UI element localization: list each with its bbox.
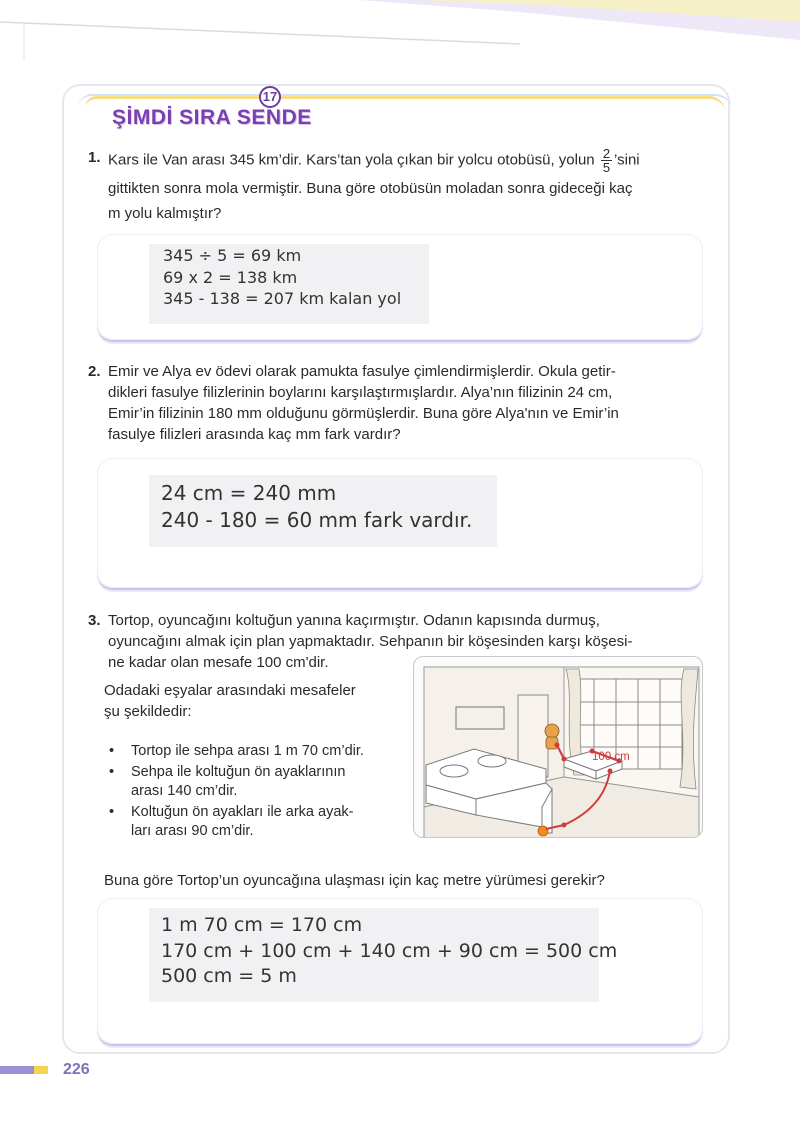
question-3-intro: şu şekildedir:: [104, 703, 192, 720]
fraction-denominator: 5: [602, 160, 611, 175]
distance-item-text: Sehpa ile koltuğun ön ayaklarının: [131, 764, 346, 780]
question-2-line: Emir’in filizinin 180 mm olduğunu görmüşlerdir. Buna göre Alya'nın ve Emir’in: [108, 405, 619, 422]
question-1-line-2: gittikten sonra mola vermiştir. Buna göre otobüsün moladan sonra gideceği kaç: [108, 180, 633, 197]
answer-2-work: [149, 475, 497, 547]
answer-1-work: [149, 244, 429, 324]
distance-item-text: arası 140 cm’dir.: [131, 783, 238, 799]
answer-3-line: 170 cm + 100 cm + 140 cm + 90 cm = 500 cm: [161, 939, 618, 962]
answer-1-line: 345 - 138 = 207 km kalan yol: [163, 289, 402, 309]
footer-bar: [0, 1066, 34, 1074]
question-1-text-b: ’sini: [614, 151, 640, 169]
top-decoration: [0, 0, 800, 60]
answer-3-line: 1 m 70 cm = 170 cm: [161, 914, 363, 936]
fraction-two-fifths: [601, 147, 612, 174]
activity-number-badge: 17: [259, 86, 281, 108]
ball: [538, 826, 548, 836]
section-title: ŞİMDİ SIRA SENDE: [112, 106, 312, 129]
question-3-line: ne kadar olan mesafe 100 cm'dir.: [108, 654, 329, 671]
question-2-number: 2.: [88, 363, 101, 380]
living-room-illustration: [413, 656, 703, 838]
fraction-numerator: 2: [602, 146, 611, 161]
distance-item: [105, 803, 364, 841]
question-3-number: 3.: [88, 612, 101, 629]
answer-1-line: 69 x 2 = 138 km: [163, 267, 298, 287]
question-3-question: Buna göre Tortop’un oyuncağına ulaşması için kaç metre yürümesi gerekir?: [104, 872, 605, 889]
answer-2-line: 24 cm = 240 mm: [161, 481, 337, 505]
question-1-line-3: m yolu kalmıştır?: [108, 205, 222, 222]
question-2-line: Emir ve Alya ev ödevi olarak pamukta fasulye çimlendirmişlerdir. Okula getir-: [108, 363, 616, 380]
question-1-number: 1.: [88, 149, 101, 166]
distance-item-text: ları arası 90 cm’dir.: [131, 823, 254, 839]
distance-list: [105, 742, 364, 841]
footer-bar-accent: [34, 1066, 48, 1074]
answer-3-line: 500 cm = 5 m: [161, 965, 297, 988]
distance-item-text: Koltuğun ön ayakları ile arka ayak-: [131, 804, 354, 820]
question-3-intro: Odadaki eşyalar arasındaki mesafeler: [104, 682, 356, 699]
distance-item: [105, 742, 364, 761]
distance-item: [105, 763, 364, 801]
question-2-line: dikleri fasulye filizlerinin boylarını karşılaştırmışlardır. Alya’nın filizinin 24 cm,: [108, 384, 613, 401]
question-1-text-a: Kars ile Van arası 345 km’dir. Kars’tan yola çıkan bir yolcu otobüsü, yolun: [108, 151, 595, 169]
room-drawing: [414, 657, 703, 838]
answer-2-line: 240 - 180 = 60 mm fark vardır.: [161, 508, 473, 532]
question-1-line-1: [108, 147, 708, 174]
page-number: 226: [63, 1061, 90, 1078]
distance-label: 100 cm: [592, 751, 630, 763]
question-3-line: oyuncağını almak için plan yapmaktadır. Sehpanın bir köşesinden karşı köşesi-: [108, 633, 633, 650]
answer-1-line: 345 ÷ 5 = 69 km: [163, 246, 302, 265]
distance-item-text: Tortop ile sehpa arası 1 m 70 cm’dir.: [131, 743, 364, 759]
question-2-line: fasulye filizleri arasında kaç mm fark vardır?: [108, 426, 401, 443]
question-3-line: Tortop, oyuncağını koltuğun yanına kaçırmıştır. Odanın kapısında durmuş,: [108, 612, 600, 629]
answer-3-work: [149, 908, 618, 1002]
